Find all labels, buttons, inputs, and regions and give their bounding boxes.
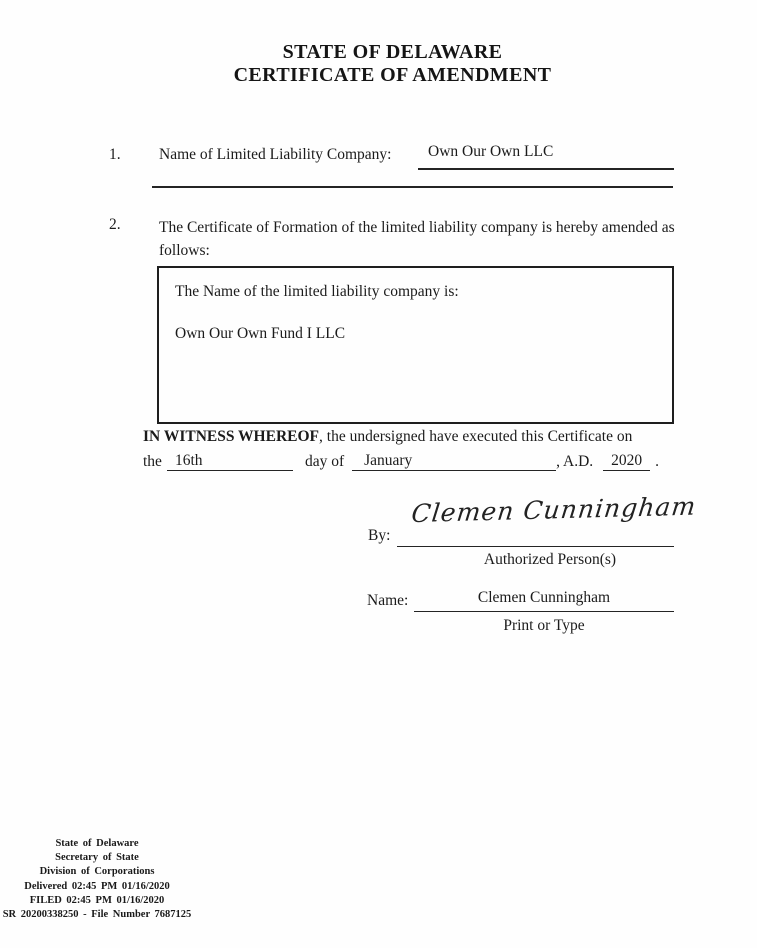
by-label: By: [368, 527, 391, 544]
witness-word-day-of: day of [304, 453, 345, 470]
print-or-type-caption: Print or Type [503, 617, 585, 634]
witness-word-ad: , A.D. [556, 453, 594, 470]
item1-label: Name of Limited Liability Company: [159, 146, 392, 163]
amendment-box-heading: The Name of the limited liability company is: [175, 283, 459, 300]
witness-clause-line2 [143, 452, 703, 471]
stamp-line: Secretary of State [55, 852, 139, 864]
witness-end-period: . [655, 453, 660, 470]
witness-day-field: 16th [167, 452, 293, 471]
stamp-line: SR 20200338250 - File Number 7687125 [2, 909, 192, 921]
title-line-1: STATE OF DELAWARE [282, 41, 503, 63]
authorized-person-caption: Authorized Person(s) [483, 551, 617, 568]
witness-clause-line1 [143, 428, 688, 446]
document-title [28, 41, 757, 87]
signature-line [397, 546, 674, 547]
company-name-value: Own Our Own LLC [428, 143, 554, 160]
stamp-line: Division of Corporations [39, 866, 155, 878]
stamp-line: State of Delaware [55, 838, 139, 849]
item2-text: The Certificate of Formation of the limited liability company is hereby amended as follows: [159, 219, 675, 259]
item2-number: 2. [109, 216, 121, 233]
name-label: Name: [367, 592, 409, 609]
witness-lead-bold: IN WITNESS WHEREOF [143, 428, 320, 445]
printed-name-line: Clemen Cunningham [414, 589, 674, 612]
witness-year-field: 2020 [603, 452, 650, 471]
witness-lead-rest: , the undersigned have executed this Certificate on [319, 428, 633, 445]
witness-word-the: the [143, 453, 162, 470]
company-name-underline-2 [152, 186, 673, 188]
filing-stamp [2, 837, 192, 922]
title-line-2: CERTIFICATE OF AMENDMENT [233, 64, 552, 86]
handwritten-signature: Clemen Cunningham [409, 491, 698, 529]
witness-month-field: January [352, 452, 556, 471]
stamp-line: Delivered 02:45 PM 01/16/2020 [24, 880, 170, 892]
company-name-underline [418, 168, 674, 170]
amendment-box [157, 266, 674, 424]
stamp-line: FILED 02:45 PM 01/16/2020 [29, 894, 165, 906]
item1-number: 1. [109, 146, 121, 163]
amendment-new-name: Own Our Own Fund I LLC [175, 325, 346, 342]
